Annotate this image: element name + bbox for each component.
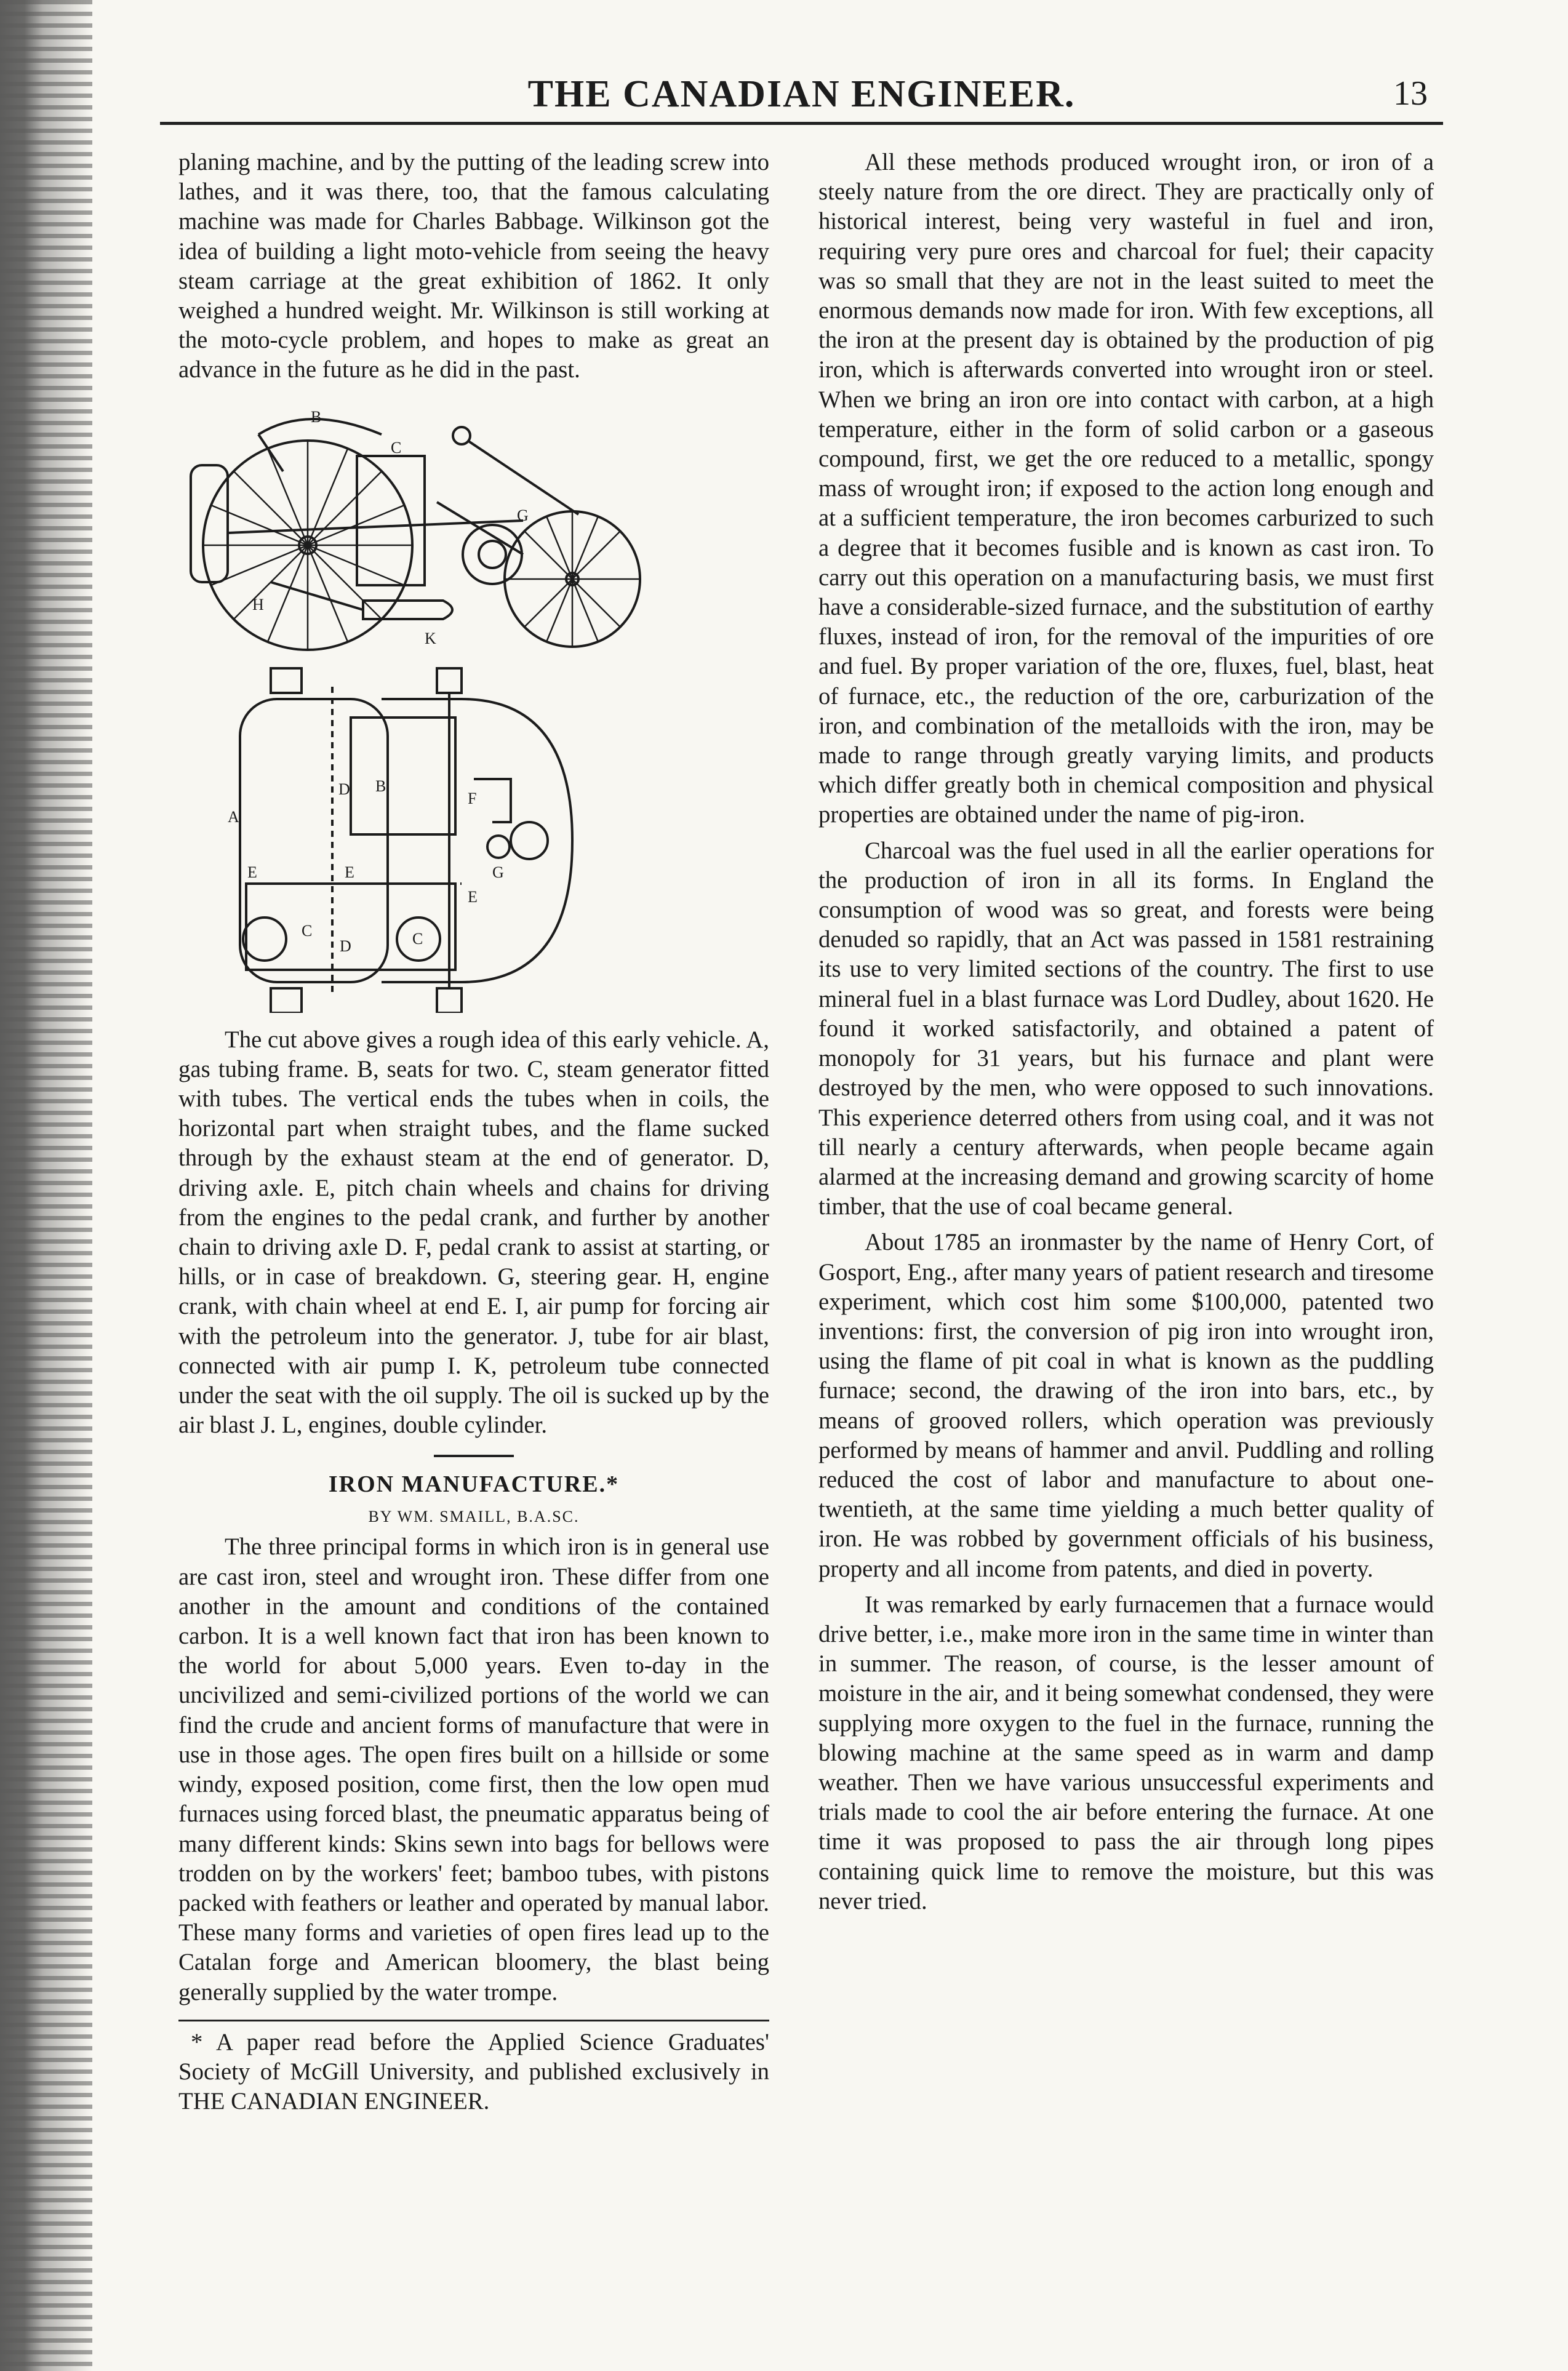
journal-title: THE CANADIAN ENGINEER. bbox=[527, 73, 1076, 115]
label-plan-A: A bbox=[228, 807, 239, 826]
side-steering-column bbox=[468, 441, 578, 514]
right-paragraph-1: All these methods produced wrought iron, or iron of a steely nature from the ore direct. They are practically only of historical interest, being very wasteful in fuel and iron, requiring very pure ores and charcoal for fuel; their capacity was so small that they are not in the least suited to meet the enormous demands now made for iron. With few exceptions, all the iron at the present day is obtained by the production of pig iron, which is afterwards converted into wrought iron or steel. When we bring an iron ore into contact with carbon, at a high temperature, either in the form of solid carbon or a gaseous compound, first, we get the ore reduced to a metallic, spongy mass of wrought iron; if exposed to the action long enough and at a sufficient temperature, the iron becomes carburized to such a degree that it becomes fusible and is known as cast iron. To carry out this operation on a manufacturing basis, we must first have a considerable-sized furnace, and the substitution of earthy fluxes, instead of iron, for the removal of the impurities of ore and fuel. By proper variation of the ore, fluxes, fuel, blast, heat of furnace, etc., the reduction of the ore, carburization of the iron, and combination of the metalloids with the iron, may be made to range through greatly varying limits, and products which differ greatly both in chemical composition and physical properties are obtained under the name of pig-iron. bbox=[818, 149, 1434, 828]
label-side-C: C bbox=[391, 438, 402, 457]
label-plan-D-top: D bbox=[338, 780, 350, 798]
plan-cylinder-left bbox=[243, 918, 286, 961]
figure-caption: The cut above gives a rough idea of this early vehicle. A, gas tubing frame. B, seats for two. C, steam generator fitted with tubes. The vertical ends the tubes when in coils, the horizontal part when straight tubes, and the flame sucked through by the exhaust steam at the end of generator. D, driving axle. E, pitch chain wheels and chains for driving from the engines to the pedal crank, and further by another chain to driving axle D. F, pedal crank to assist at starting, or hills, or in case of breakdown. G, steering gear. H, engine crank, with chain wheel at end E. I, air pump for forcing air with the petroleum into the generator. J, tube for air blast, connected with air pump I. K, petroleum tube connected under the seat with the oil supply. The oil is sucked up by the air blast J. L, engines, double cylinder. bbox=[178, 1026, 769, 1439]
side-chain-wheel bbox=[463, 525, 522, 584]
label-side-K: K bbox=[425, 629, 436, 647]
label-side-B: B bbox=[311, 407, 322, 426]
label-plan-C-right: C bbox=[412, 929, 423, 948]
label-plan-D-bottom: D bbox=[340, 937, 351, 955]
right-paragraph-2: Charcoal was the fuel used in all the earlier operations for the production of iron in all its forms. In England the consumption of wood was so great, and forests were being denuded so rapidly, that an Act was passed in 1581 restraining its use to very limited sections of the country. The first to use mineral fuel in a blast furnace was Lord Dudley, about 1620. He found it worked satisfactorily, and obtained a patent of monopoly for 31 years, but his furnace and plant were destroyed by the men, who were opposed to such innovations. This experience deterred others from using coal, and it was not till nearly a century afterwards, when people became again alarmed at the increasing demand and growing scarcity of home timber, that the use of coal became general. bbox=[818, 837, 1434, 1220]
plan-gear bbox=[487, 836, 510, 858]
label-plan-E-mid: E bbox=[345, 863, 354, 881]
side-front-spokes bbox=[505, 511, 640, 647]
plan-pedal-crank bbox=[474, 779, 511, 822]
label-plan-B: B bbox=[375, 777, 386, 795]
vehicle-figure bbox=[178, 398, 769, 1013]
plan-wheel-front-bottom bbox=[437, 988, 462, 1013]
label-plan-F: F bbox=[468, 789, 477, 807]
footnote-rule bbox=[178, 2020, 769, 2021]
plan-wheel-rear-top bbox=[271, 668, 302, 693]
plan-wheel-rear-bottom bbox=[271, 988, 302, 1013]
label-plan-E-left: E bbox=[247, 863, 257, 881]
article-byline: BY WM. SMAILL, B.A.SC. bbox=[368, 1508, 580, 1526]
side-generator-tank bbox=[191, 465, 228, 582]
right-column bbox=[818, 148, 1434, 1916]
label-side-G: G bbox=[517, 506, 529, 524]
section-divider bbox=[434, 1455, 514, 1457]
page-number: 13 bbox=[1393, 74, 1428, 113]
page-header bbox=[160, 73, 1443, 125]
right-paragraph-4: It was remarked by early furnacemen that a furnace would drive better, i.e., make more iron in the same time in winter than in summer. The reason, of course, is the lesser amount of moisture in the air, and it being somewhat condensed, they were supplying more oxygen to the fuel in the furnace, running the blowing machine at the same speed as in warm and damp weather. Then we have various unsuccessful experiments and trials made to cool the air before entering the furnace. At one time it was proposed to pass the air through long pipes containing quick lime to remove the moisture, but this was never tried. bbox=[818, 1591, 1434, 1914]
article-paragraph-1: The three principal forms in which iron is in general use are cast iron, steel and wrought iron. These differ from one another in the amount and conditions of the contained carbon. It is a well known fact that iron has been known to the world for about 5,000 years. Even to-day in the uncivilized and semi-civilized portions of the world we can find the crude and ancient forms of manufacture that were in use in those ages. The open fires built on a hillside or some windy, exposed position, come first, then the low open mud furnaces using forced blast, the pneumatic apparatus being of many different kinds: Skins sewn into bags for bellows were trodden on by the workers' feet; bamboo tubes, with pistons packed with feathers or leather and operated by manual labor. These many forms and varieties of open fires lead up to the Catalan forge and American bloomery, the blast being generally supplied by the water trompe. bbox=[178, 1533, 769, 2005]
label-side-H: H bbox=[252, 595, 264, 614]
plan-frame-right bbox=[382, 699, 572, 982]
article-title: IRON MANUFACTURE.* bbox=[328, 1471, 620, 1498]
plan-frame-left bbox=[240, 699, 388, 982]
label-plan-G: G bbox=[492, 863, 504, 881]
side-chain-wheel-inner bbox=[479, 541, 506, 568]
plan-wheel-front-top bbox=[437, 668, 462, 693]
article-footnote: * A paper read before the Applied Science Graduates' Society of McGill University, and published exclusively in THE CANADIAN ENGINEER. bbox=[178, 2028, 769, 2115]
plan-seat bbox=[351, 718, 455, 834]
intro-paragraph: planing machine, and by the putting of the leading screw into lathes, and it was there, too, that the famous calculating machine was made for Charles Babbage. Wilkinson got the idea of building a light moto-vehicle from seeing the heavy steam carriage at the great exhibition of 1862. It only weighed a hundred weight. Mr. Wilkinson is still working at the moto-cycle problem, and hopes to make as great an advance in the future as he did in the past. bbox=[178, 149, 769, 383]
side-engine bbox=[363, 601, 452, 619]
plan-steering-wheel bbox=[511, 822, 548, 859]
label-plan-E-right: E bbox=[468, 887, 478, 906]
left-column bbox=[178, 148, 769, 2116]
label-plan-C-left: C bbox=[302, 921, 313, 940]
binding-edge bbox=[0, 0, 92, 2371]
right-paragraph-3: About 1785 an ironmaster by the name of Henry Cort, of Gosport, Eng., after many years of patient research and tiresome experiment, which cost him some $100,000, patented two inventions: first, the conversion of pig iron into wrought iron, using the flame of pit coal in what is known as the puddling furnace; second, the drawing of the iron into bars, etc., by means of grooved rollers, which operation was previously performed by means of hammer and anvil. Puddling and rolling reduced the cost of labor and manufacture to about one-twentieth, at the same time yielding a much better quality of iron. He was robbed by government officials of his business, property and all income from patents, and died in poverty. bbox=[818, 1229, 1434, 1582]
